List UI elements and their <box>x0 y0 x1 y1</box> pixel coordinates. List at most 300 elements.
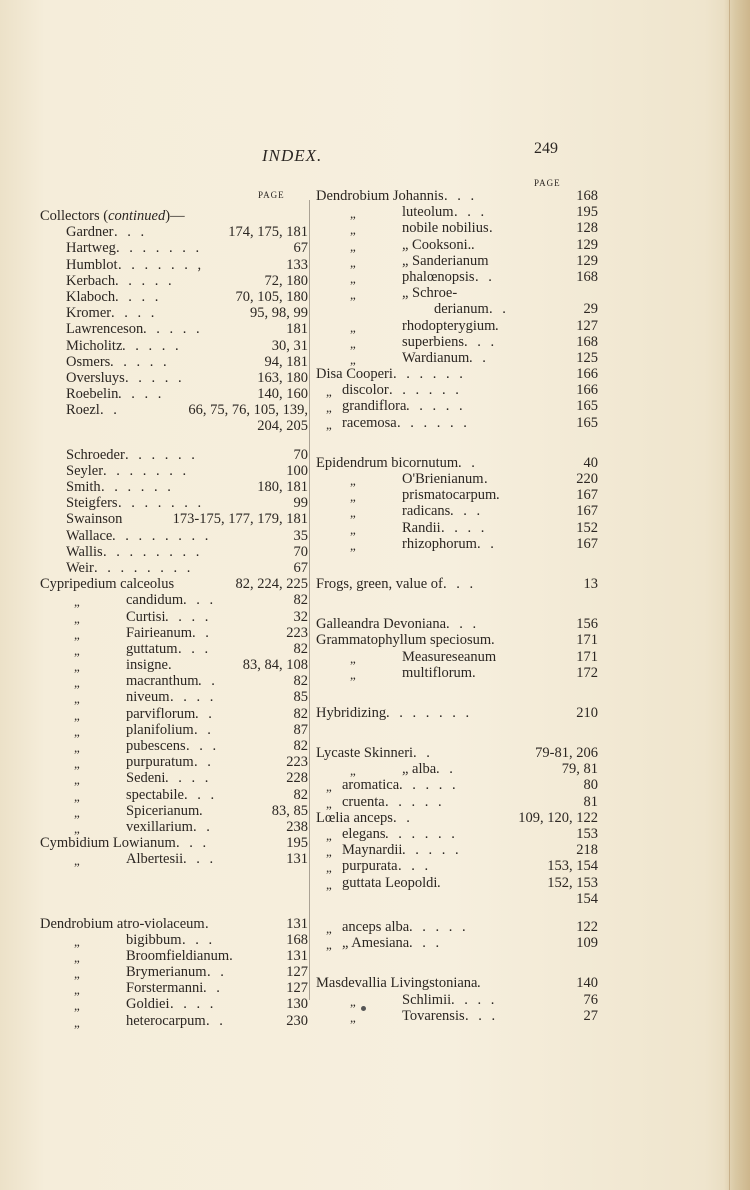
leader-dots: . . <box>198 673 218 690</box>
leader-dots: . <box>484 471 491 487</box>
entry-term: „ Schroe- <box>402 285 458 302</box>
ditto-mark: „ <box>74 966 80 982</box>
entry-term: Hartweg <box>66 240 116 257</box>
entry-pages: 13 <box>583 575 598 592</box>
entry-gap <box>316 951 598 975</box>
ditto-mark: „ <box>74 691 80 707</box>
leader-dots: . . . . . . . <box>103 462 190 479</box>
index-entry <box>316 761 598 777</box>
leader-dots: . . . . . . <box>393 366 466 383</box>
leader-dots: . . <box>193 818 213 835</box>
entry-pages: 133 <box>286 256 308 273</box>
index-entry <box>40 305 308 321</box>
entry-term: Cypripedium calceolus <box>40 576 175 593</box>
entry-term: grandiflora <box>342 398 407 415</box>
entry-gap <box>316 431 598 455</box>
entry-pages: 153 <box>576 826 598 842</box>
leader-dots: . . . . . <box>115 272 175 289</box>
ditto-mark: „ <box>326 860 332 876</box>
leader-dots: . <box>471 236 478 253</box>
leader-dots: . . . . . <box>406 398 466 415</box>
ditto-mark: „ <box>74 933 80 949</box>
ditto-mark: „ <box>350 763 356 779</box>
entry-pages: 80 <box>583 777 598 794</box>
entry-pages: 168 <box>576 268 598 285</box>
entry-pages: 127 <box>576 317 598 334</box>
entry-pages: 67 <box>293 240 308 257</box>
entry-term: Wardianum <box>402 349 470 366</box>
entry-pages: 228 <box>286 770 308 787</box>
leader-dots: . <box>491 632 498 649</box>
leader-dots: . . . . . <box>409 918 469 935</box>
entry-term: Oversluys <box>66 369 125 386</box>
entry-term: insigne <box>126 657 168 674</box>
index-entry <box>316 1008 598 1024</box>
ditto-mark: „ <box>350 650 356 666</box>
index-entry <box>40 996 308 1012</box>
ditto-mark: „ <box>350 287 356 303</box>
index-entry <box>316 616 598 632</box>
entry-pages: 220 <box>576 471 598 487</box>
entry-pages: 79-81, 206 <box>535 745 598 762</box>
leader-dots: . . . <box>465 1007 499 1024</box>
ditto-mark: „ <box>350 473 356 488</box>
ditto-mark: „ <box>350 254 356 270</box>
entry-term: Wallis <box>66 543 103 560</box>
index-entry <box>40 576 308 592</box>
ditto-mark: „ <box>326 876 332 892</box>
index-entry <box>316 237 598 253</box>
leader-dots: . . . <box>450 503 484 520</box>
leader-dots: . . . <box>184 786 218 803</box>
entry-pages: 210 <box>576 704 598 721</box>
entry-term: candidum <box>126 592 184 609</box>
leader-dots: . . . <box>444 188 478 204</box>
index-entry <box>316 576 598 592</box>
leader-dots: . . <box>194 754 214 771</box>
leader-dots: . <box>495 317 502 334</box>
entry-pages: 167 <box>576 487 598 504</box>
index-entry <box>40 479 308 495</box>
index-entry <box>40 835 308 851</box>
index-entry <box>316 334 598 350</box>
leader-dots: . <box>205 915 212 932</box>
entry-gap <box>40 868 308 892</box>
leader-dots: . . <box>195 705 215 722</box>
leader-dots: . . . . . . . . <box>112 527 212 544</box>
entry-term: aromatica <box>342 777 400 794</box>
leader-dots: . . <box>475 268 495 285</box>
entry-pages: 168 <box>576 333 598 350</box>
leader-dots: . . <box>207 964 227 981</box>
leader-dots: . . . . . . <box>125 446 198 463</box>
index-entry <box>316 487 598 503</box>
index-entry <box>40 689 308 705</box>
index-column-right <box>316 188 598 1024</box>
entry-term: bigibbum <box>126 931 182 948</box>
entry-term: purpuratum <box>126 754 194 771</box>
leader-dots: . . . . <box>451 991 498 1008</box>
entry-pages: 153, 154 <box>547 858 598 875</box>
index-entry <box>40 609 308 625</box>
index-entry <box>40 625 308 641</box>
leader-dots: . . . <box>398 858 432 875</box>
entry-term: Cymbidium Lowianum <box>40 835 176 852</box>
ditto-mark: „ <box>326 779 332 795</box>
index-entry <box>316 382 598 398</box>
column-divider <box>309 200 310 1000</box>
index-entry <box>316 188 598 204</box>
entry-pages: 173-175, 177, 179, 181 <box>172 511 308 528</box>
entry-pages: 40 <box>583 454 598 471</box>
index-entry <box>40 257 308 273</box>
entry-pages: 109 <box>576 935 598 952</box>
index-entry <box>316 794 598 810</box>
entry-term: Steigfers <box>66 495 118 512</box>
entry-pages: 82 <box>293 738 308 755</box>
index-entry <box>316 253 598 269</box>
entry-pages: 35 <box>293 527 308 544</box>
entry-pages: 85 <box>293 689 308 706</box>
entry-term: Klaboch <box>66 288 116 305</box>
entry-pages: 167 <box>576 503 598 520</box>
entry-term: anceps alba <box>342 918 410 935</box>
entry-pages: 87 <box>293 721 308 738</box>
entry-pages: 156 <box>576 616 598 633</box>
index-entry <box>40 511 308 527</box>
entry-pages: 140, 160 <box>257 386 308 403</box>
entry-pages: 195 <box>576 204 598 221</box>
entry-term: vexillarium <box>126 818 193 835</box>
entry-pages: 70, 105, 180 <box>235 288 308 305</box>
leader-dots: . <box>489 220 496 237</box>
leader-dots: . <box>199 802 206 819</box>
entry-pages: 181 <box>286 321 308 338</box>
leader-dots: . . . . <box>441 519 488 536</box>
entry-pages: 152 <box>576 519 598 536</box>
leader-dots: . . . . . <box>385 793 445 810</box>
entry-term: Galleandra Devoniana <box>316 616 447 633</box>
index-entry <box>316 301 598 317</box>
index-entry <box>316 536 598 552</box>
entry-pages: 83, 85 <box>271 802 308 819</box>
leader-dots: . . <box>436 761 456 778</box>
index-entry <box>40 673 308 689</box>
index-entry <box>40 321 308 337</box>
index-entry <box>316 318 598 334</box>
entry-pages: 82, 224, 225 <box>235 576 308 593</box>
entry-term: Swainson <box>66 511 123 528</box>
entry-pages: 82 <box>293 786 308 803</box>
ditto-mark: „ <box>326 920 332 936</box>
leader-dots: . . . . . . . . <box>94 559 194 576</box>
entry-term: spectabile <box>126 786 184 803</box>
index-entry <box>40 208 308 224</box>
entry-term: derianum <box>434 301 489 318</box>
ditto-mark: „ <box>74 723 80 739</box>
leader-dots: . . <box>393 809 413 826</box>
entry-term: parviflorum <box>126 705 196 722</box>
index-entry <box>316 415 598 431</box>
entry-term: „ Cooksoni. <box>402 236 472 253</box>
ditto-mark: „ <box>74 642 80 658</box>
index-entry <box>40 544 308 560</box>
entry-pages: 81 <box>583 793 598 810</box>
entry-term: multiflorum <box>402 664 473 681</box>
entry-term: Sedeni <box>126 770 166 787</box>
index-entry <box>40 447 308 463</box>
index-entry <box>316 503 598 519</box>
index-entry <box>316 471 598 487</box>
index-entry <box>40 932 308 948</box>
entry-pages: 238 <box>286 818 308 835</box>
index-entry <box>40 706 308 722</box>
leader-dots: . . . . <box>118 386 165 403</box>
entry-pages: 165 <box>576 414 598 431</box>
leader-dots: . . . . . . <box>101 479 174 496</box>
index-entry <box>40 803 308 819</box>
entry-pages: 131 <box>286 947 308 964</box>
entry-pages: 76 <box>583 991 598 1008</box>
leader-dots: . . . . <box>165 608 212 625</box>
entry-pages: 171 <box>576 632 598 649</box>
entry-pages: 166 <box>576 366 598 383</box>
ditto-mark: „ <box>74 853 80 869</box>
entry-term: guttata Leopoldi <box>342 874 438 891</box>
entry-term: Seyler <box>66 462 104 479</box>
page-edge-line <box>729 0 730 1190</box>
entry-pages: 140 <box>576 975 598 992</box>
entry-term: O'Brienianum <box>402 471 484 487</box>
index-entry <box>316 975 598 991</box>
entry-term: Lœlia anceps <box>316 809 393 826</box>
leader-dots: . . . . . . . . <box>103 543 203 560</box>
entry-pages: 94, 181 <box>264 353 308 370</box>
leader-dots: . . . . . . <box>385 826 458 842</box>
entry-term: Albertesii <box>126 851 184 868</box>
index-entry <box>316 992 598 1008</box>
leader-dots: . . <box>100 402 120 419</box>
entry-term: discolor <box>342 382 389 399</box>
entry-term: Broomfieldianum. <box>126 947 233 964</box>
leader-dots: . . . <box>178 640 212 657</box>
index-entry <box>40 224 308 240</box>
entry-term: Hybridizing <box>316 704 387 721</box>
ditto-mark: „ <box>350 351 356 367</box>
leader-dots: . . . . <box>170 689 217 706</box>
ditto-mark: „ <box>350 206 356 222</box>
entry-pages: 195 <box>286 835 308 852</box>
index-entry <box>316 858 598 874</box>
entry-pages: 70 <box>293 446 308 463</box>
entry-gap <box>40 892 308 916</box>
entry-gap <box>40 435 308 447</box>
ditto-mark: „ <box>74 1014 80 1030</box>
ditto-mark: „ <box>326 416 332 432</box>
entry-pages: 27 <box>583 1007 598 1024</box>
entry-pages: 122 <box>576 918 598 935</box>
entry-term: Lycaste Skinneri <box>316 745 414 762</box>
entry-pages: 95, 98, 99 <box>250 305 308 322</box>
leader-dots: . . . . <box>170 996 217 1013</box>
entry-pages: 82 <box>293 592 308 609</box>
entry-term: Curtisi <box>126 608 166 625</box>
entry-term: Brymerianum <box>126 964 207 981</box>
leader-dots: . . . . . <box>122 337 182 354</box>
index-entry <box>316 935 598 951</box>
ditto-mark: „ <box>326 828 332 843</box>
leader-dots: . <box>472 664 479 681</box>
entry-term: Osmers <box>66 353 111 370</box>
leader-dots: . <box>437 874 444 891</box>
entry-term: guttatum <box>126 640 178 657</box>
leader-dots: . <box>496 487 503 504</box>
index-entry <box>316 777 598 793</box>
entry-pages: 131 <box>286 915 308 932</box>
ditto-mark: „ <box>326 937 332 953</box>
entry-pages: 70 <box>293 543 308 560</box>
ditto-mark: „ <box>350 335 356 351</box>
entry-term: elegans <box>342 826 386 842</box>
entry-term: luteolum <box>402 204 454 221</box>
index-entry <box>40 402 308 434</box>
leader-dots: . . <box>469 349 489 366</box>
leader-dots: . . . <box>114 224 148 241</box>
entry-pages-continued: 204, 205 <box>257 418 308 435</box>
entry-term: rhodopterygium <box>402 317 496 334</box>
entry-pages: 109, 120, 122 <box>518 809 598 826</box>
entry-pages: 29 <box>583 301 598 318</box>
entry-gap <box>316 681 598 705</box>
leader-dots: . . . <box>182 931 216 948</box>
leader-dots: . . . <box>464 333 498 350</box>
entry-term: Weir <box>66 559 94 576</box>
leader-dots: . . . <box>409 935 443 952</box>
index-entry <box>316 366 598 382</box>
index-entry <box>316 665 598 681</box>
leader-dots: . . <box>477 535 497 552</box>
entry-term: Micholitz <box>66 337 123 354</box>
entry-pages: 172 <box>576 664 598 681</box>
leader-dots: . <box>168 657 175 674</box>
page-col-label-right: PAGE <box>534 178 561 188</box>
ditto-mark: „ <box>326 400 332 416</box>
entry-pages: 79, 81 <box>561 761 598 778</box>
entry-pages: 152, 153 <box>547 874 598 891</box>
ditto-mark: „ <box>350 489 356 505</box>
leader-dots: . . . . . . . <box>386 704 473 721</box>
index-entry <box>316 705 598 721</box>
index-entry <box>40 463 308 479</box>
entry-term: Measureseanum <box>402 648 497 665</box>
leader-dots: . . . . <box>111 305 158 322</box>
entry-gap <box>316 721 598 745</box>
entry-pages: 72, 180 <box>264 272 308 289</box>
entry-term: macranthum <box>126 673 199 690</box>
entry-pages: 223 <box>286 754 308 771</box>
entry-pages: 127 <box>286 980 308 997</box>
entry-pages: 99 <box>293 495 308 512</box>
index-entry <box>40 354 308 370</box>
ditto-mark: „ <box>74 626 80 642</box>
leader-dots: . <box>477 975 484 992</box>
entry-term: „ Sanderianum <box>402 252 489 269</box>
ditto-mark: „ <box>74 949 80 965</box>
entry-pages: 180, 181 <box>257 479 308 496</box>
page-edge <box>724 0 750 1190</box>
ditto-mark: „ <box>350 1009 356 1025</box>
entry-term: Randii <box>402 519 441 536</box>
index-entry <box>316 220 598 236</box>
entry-term: Roezl <box>66 402 100 419</box>
leader-dots: . . . . . <box>402 842 462 859</box>
leader-dots: . . . <box>446 616 480 633</box>
index-entry <box>40 495 308 511</box>
entry-term: Forstermanni <box>126 980 204 997</box>
index-entry <box>40 289 308 305</box>
leader-dots: . . . . . <box>125 369 185 386</box>
entry-gap <box>316 552 598 576</box>
entry-term: Kromer <box>66 305 112 322</box>
leader-dots: . . . . . . . <box>118 495 205 512</box>
page-number: 249 <box>534 140 558 157</box>
ditto-mark: „ <box>74 804 80 820</box>
ditto-mark: „ <box>74 610 80 626</box>
index-entry <box>40 738 308 754</box>
leader-dots: . . . . . <box>399 777 459 794</box>
entry-term: planifolium <box>126 721 194 738</box>
entry-term: Tovarensis <box>402 1007 465 1024</box>
entry-pages: 171 <box>576 648 598 665</box>
entry-pages: 82 <box>293 705 308 722</box>
leader-dots: . . . <box>176 835 210 852</box>
ditto-mark: „ <box>350 319 356 335</box>
ditto-mark: „ <box>74 594 80 610</box>
entry-pages: 82 <box>293 673 308 690</box>
leader-dots: . . . . <box>165 770 212 787</box>
leader-dots: . . <box>192 624 212 641</box>
entry-pages: 129 <box>576 236 598 253</box>
entry-pages: 168 <box>576 188 598 204</box>
ditto-mark: „ <box>74 998 80 1014</box>
entry-term: heterocarpum <box>126 1012 206 1029</box>
index-entry <box>316 826 598 842</box>
entry-gap <box>316 907 598 919</box>
entry-pages: 66, 75, 76, 105, 139, <box>188 402 308 419</box>
ditto-mark: „ <box>350 666 356 682</box>
entry-pages: 223 <box>286 624 308 641</box>
index-entry <box>316 285 598 301</box>
ditto-mark: „ <box>350 505 356 521</box>
entry-term: prismatocarpum <box>402 487 497 504</box>
leader-dots: . . . <box>183 592 217 609</box>
entry-term: „ alba <box>402 761 437 778</box>
ditto-mark: „ <box>326 384 332 400</box>
ditto-mark: „ <box>350 993 356 1009</box>
entry-term: Grammatophyllum speciosum <box>316 632 492 649</box>
entry-term: Lawrenceson <box>66 321 144 338</box>
index-entry <box>40 851 308 867</box>
entry-term: Kerbach <box>66 272 116 289</box>
leader-dots: . . . <box>183 851 217 868</box>
entry-term: Gardner <box>66 224 114 241</box>
index-entry <box>316 520 598 536</box>
entry-pages: 82 <box>293 640 308 657</box>
index-entry <box>40 528 308 544</box>
index-entry <box>40 240 308 256</box>
ditto-mark: „ <box>74 675 80 691</box>
entry-pages: 130 <box>286 996 308 1013</box>
